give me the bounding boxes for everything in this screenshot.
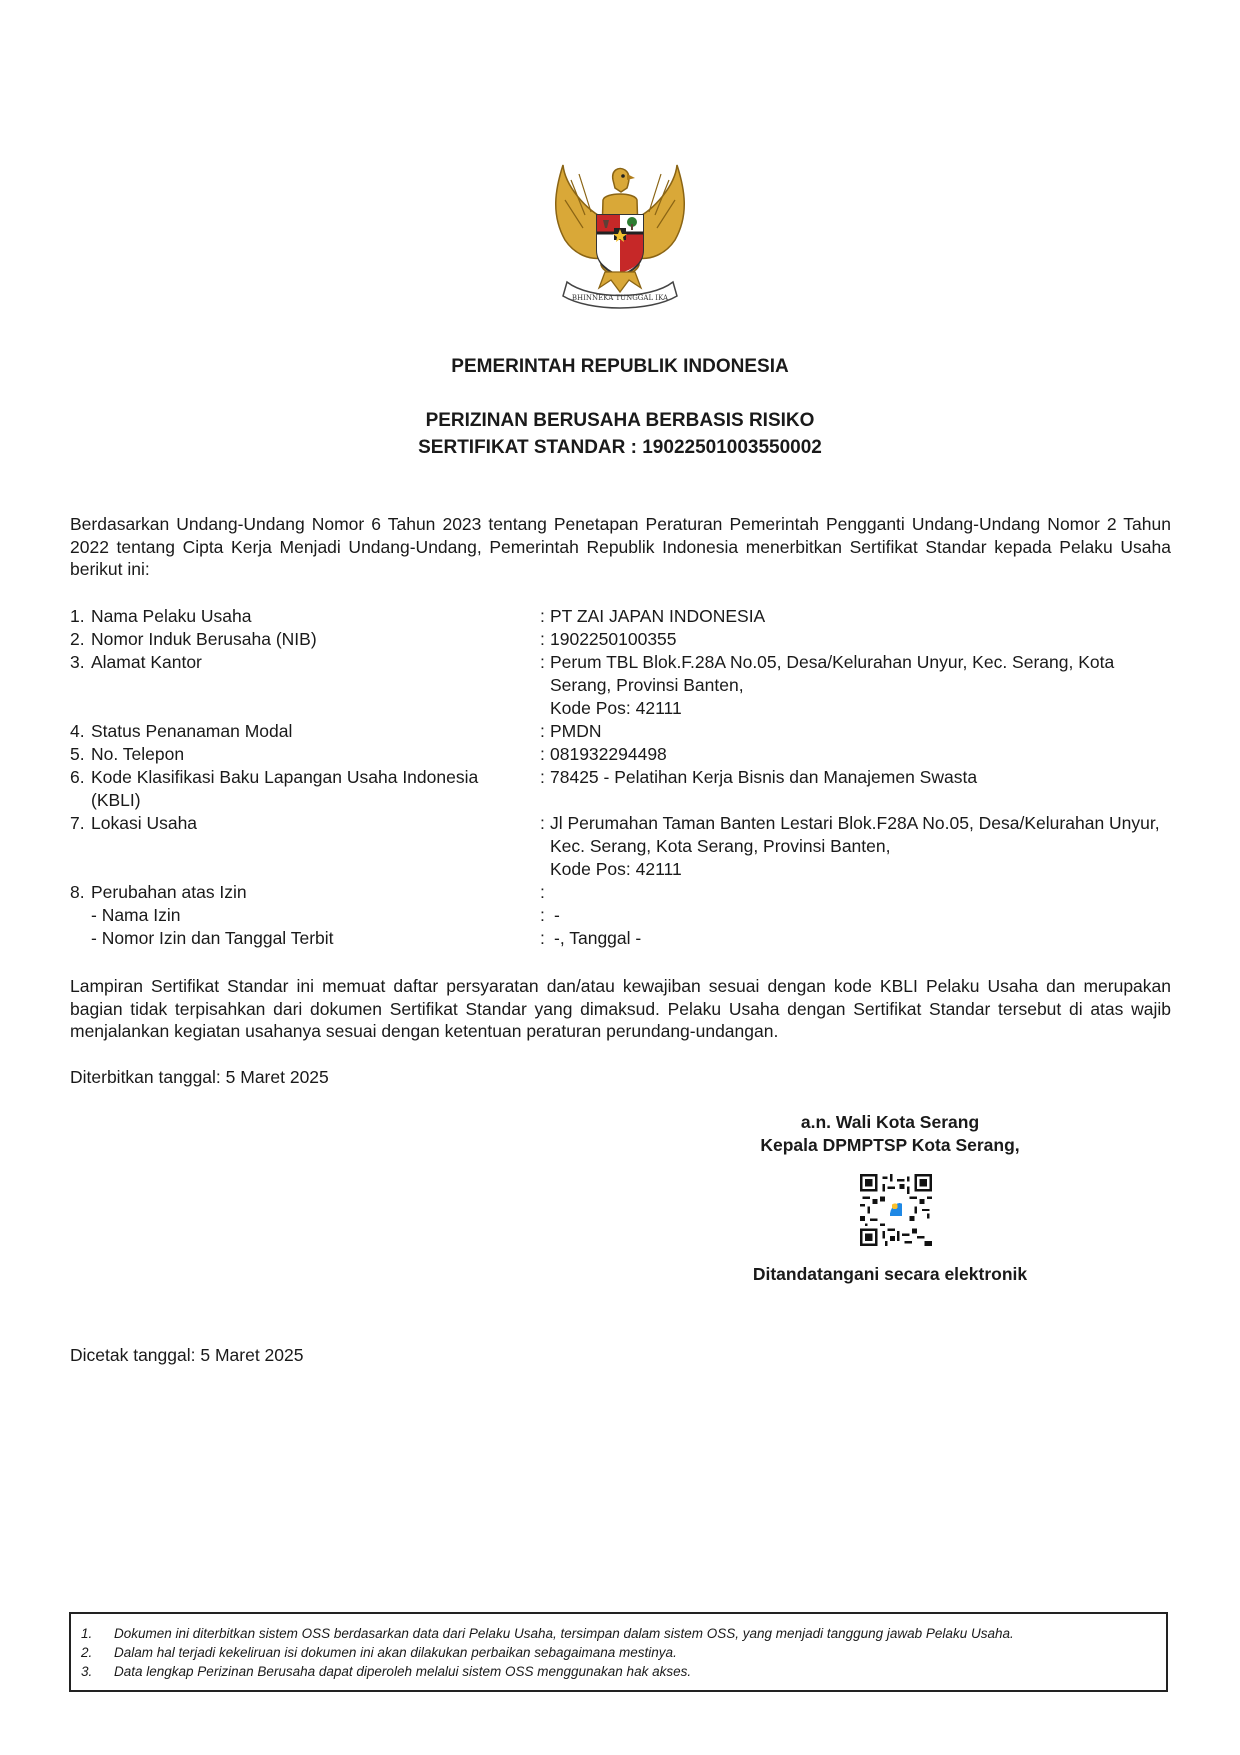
footnote-text: Data lengkap Perizinan Berusaha dapat diperoleh melalui sistem OSS menggunakan hak akses. — [114, 1664, 692, 1679]
footnote-text: Dokumen ini diterbitkan sistem OSS berdasarkan data dari Pelaku Usaha, tersimpan dalam sistem OSS, yang menjadi tanggung jawab Pelaku Usaha. — [114, 1626, 1014, 1641]
item-number: 6. — [70, 767, 85, 787]
business-details-list — [70, 605, 1171, 950]
kbli-value: 78425 - Pelatihan Kerja Bisnis dan Manajemen Swasta — [550, 767, 978, 787]
signatory-line-2: Kepala DPMPTSP Kota Serang, — [760, 1135, 1020, 1155]
list-item: 5. No. Telepon : 081932294498 — [70, 743, 1171, 766]
attachment-paragraph: Lampiran Sertifikat Standar ini memuat daftar persyaratan dan/atau kewajiban sesuai dengan kode KBLI Pelaku Usaha dan merupakan bagian tidak terpisahkan dari dokumen Sertifikat Standar yang dimaksud. Pelaku Usaha dengan Sertifikat Standar tersebut di atas wajib menjalankan kegiatan usahanya sesuai dengan ketentuan peraturan perundang-undangan. — [70, 976, 1171, 1041]
footnote-number: 1. — [81, 1626, 93, 1641]
permit-type-heading: PERIZINAN BERUSAHA BERBASIS RISIKO — [425, 410, 815, 431]
issued-date: Diterbitkan tanggal: 5 Maret 2025 — [70, 1067, 329, 1087]
item-number: 2. — [70, 629, 85, 649]
item-label: Perubahan atas Izin — [91, 882, 247, 902]
item-label: - Nama Izin — [91, 905, 181, 925]
item-label: Lokasi Usaha — [91, 813, 198, 833]
footnotes-box — [69, 1612, 1168, 1692]
item-number: 3. — [70, 652, 85, 672]
item-number: 7. — [70, 813, 85, 833]
emblem-motto: BHINNEKA TUNGGAL IKA — [571, 294, 669, 302]
location-postal-code: Kode Pos: 42111 — [550, 859, 682, 879]
permit-number-date-value: -, Tanggal - — [554, 928, 642, 948]
item-number: 5. — [70, 744, 85, 764]
permit-name-value: - — [554, 905, 560, 925]
item-label: Status Penanaman Modal — [91, 721, 293, 741]
item-number: 1. — [70, 606, 85, 626]
printed-date: Dicetak tanggal: 5 Maret 2025 — [70, 1345, 304, 1365]
certificate-number-heading: SERTIFIKAT STANDAR : 19022501003550002 — [418, 437, 822, 458]
item-label: Nomor Induk Berusaha (NIB) — [91, 629, 317, 649]
office-address-value: Perum TBL Blok.F.28A No.05, Desa/Kelurahan Unyur, Kec. Serang, Kota Serang, Provinsi Banten, — [550, 652, 1115, 695]
list-item: 8. Perubahan atas Izin : — [70, 881, 1171, 904]
signatory-line-1: a.n. Wali Kota Serang — [800, 1112, 980, 1132]
item-label: Kode Klasifikasi Baku Lapangan Usaha Indonesia (KBLI) — [91, 767, 479, 810]
intro-paragraph: Berdasarkan Undang-Undang Nomor 6 Tahun 2023 tentang Penetapan Peraturan Pemerintah Pengganti Undang-Undang Nomor 2 Tahun 2022 tentang Cipta Kerja Menjadi Undang-Undang, Pemerintah Republik Indonesia menerbitkan Sertifikat Standar kepada Pelaku Usaha berikut ini: — [70, 514, 1171, 579]
investment-status-value: PMDN — [550, 721, 602, 741]
list-item: - Nama Izin : - — [70, 904, 1171, 927]
list-item: 4. Status Penanaman Modal : PMDN — [70, 720, 1171, 743]
footnote-number: 3. — [81, 1664, 93, 1679]
phone-value: 081932294498 — [550, 744, 667, 764]
electronic-signature-status: Ditandatangani secara elektronik — [752, 1264, 1028, 1284]
list-item: 3. Alamat Kantor : Perum TBL Blok.F.28A No.05, Desa/Kelurahan Unyur, Kec. Serang, Kota Serang, Provinsi Banten, Kode Pos: 42111 — [70, 652, 1115, 718]
government-heading: PEMERINTAH REPUBLIK INDONESIA — [451, 356, 789, 377]
item-number: 4. — [70, 721, 85, 741]
list-item — [81, 1662, 1166, 1681]
item-label: No. Telepon — [91, 744, 185, 764]
permit-change-value — [550, 881, 1171, 904]
list-item: 7. Lokasi Usaha : Jl Perumahan Taman Banten Lestari Blok.F28A No.05, Desa/Kelurahan Unyur, Kec. Serang, Kota Serang, Provinsi Banten, Kode Pos: 42111 — [70, 813, 1160, 879]
office-postal-code: Kode Pos: 42111 — [550, 698, 682, 718]
item-label: - Nomor Izin dan Tanggal Terbit — [91, 928, 334, 948]
list-item: 2. Nomor Induk Berusaha (NIB) : 1902250100355 — [70, 628, 1171, 651]
qr-code — [860, 1174, 932, 1246]
footnote-number: 2. — [81, 1645, 93, 1660]
business-location-value: Jl Perumahan Taman Banten Lestari Blok.F28A No.05, Desa/Kelurahan Unyur, Kec. Serang, Kota Serang, Provinsi Banten, — [550, 813, 1160, 856]
footnote-text: Dalam hal terjadi kekeliruan isi dokumen ini akan dilakukan perbaikan sebagaimana mestinya. — [114, 1645, 677, 1660]
list-item: - Nomor Izin dan Tanggal Terbit : -, Tanggal - — [70, 927, 1171, 950]
item-label: Alamat Kantor — [91, 652, 202, 672]
list-item — [81, 1643, 1166, 1662]
item-label: Nama Pelaku Usaha — [91, 606, 252, 626]
business-name-value: PT ZAI JAPAN INDONESIA — [550, 606, 766, 626]
list-item: 1. Nama Pelaku Usaha : PT ZAI JAPAN INDONESIA — [70, 605, 1171, 628]
list-item: 6. Kode Klasifikasi Baku Lapangan Usaha Indonesia (KBLI) : 78425 - Pelatihan Kerja Bisnis dan Manajemen Swasta — [70, 766, 1171, 812]
item-number: 8. — [70, 882, 85, 902]
garuda-pancasila-emblem — [545, 160, 695, 325]
list-item — [81, 1624, 1166, 1643]
nib-value: 1902250100355 — [550, 629, 677, 649]
